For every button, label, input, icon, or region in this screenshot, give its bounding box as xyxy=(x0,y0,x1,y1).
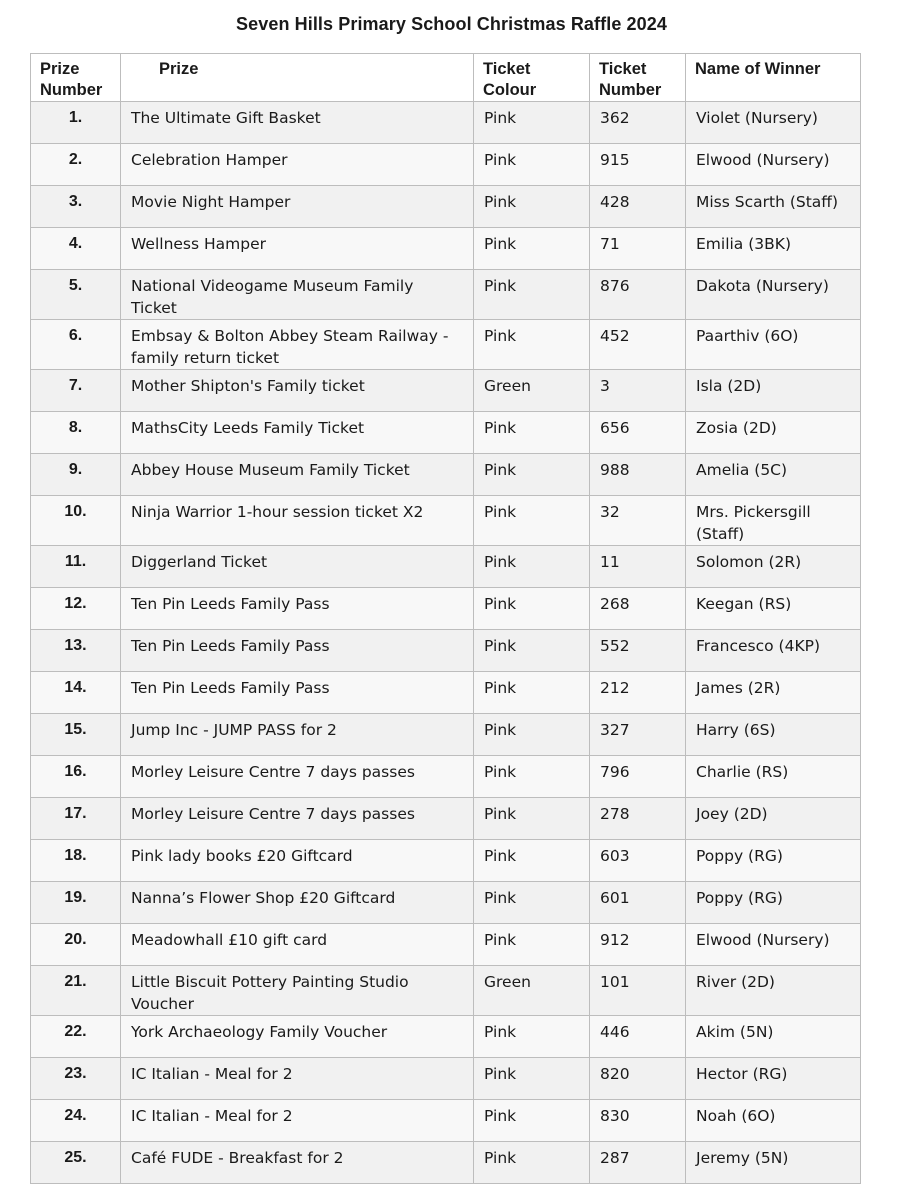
ticket-colour: Pink xyxy=(474,840,590,882)
ticket-number: 601 xyxy=(590,882,686,924)
ticket-number: 101 xyxy=(590,966,686,1016)
ticket-number: 656 xyxy=(590,412,686,454)
ticket-colour: Pink xyxy=(474,924,590,966)
header-prize-number: Prize Number xyxy=(31,54,121,102)
winner-name: Emilia (3BK) xyxy=(686,228,861,270)
table-row xyxy=(31,1142,861,1184)
ticket-number: 552 xyxy=(590,630,686,672)
ticket-colour: Pink xyxy=(474,588,590,630)
ticket-number: 796 xyxy=(590,756,686,798)
ticket-colour: Pink xyxy=(474,714,590,756)
table-row xyxy=(31,228,861,270)
prize-number: 8. xyxy=(31,412,121,454)
winner-name: Amelia (5C) xyxy=(686,454,861,496)
prize-number: 11. xyxy=(31,546,121,588)
prize-number: 1. xyxy=(31,102,121,144)
prize-name: Ten Pin Leeds Family Pass xyxy=(121,672,474,714)
ticket-colour: Pink xyxy=(474,882,590,924)
prize-name: IC Italian - Meal for 2 xyxy=(121,1058,474,1100)
ticket-colour: Pink xyxy=(474,546,590,588)
ticket-number: 3 xyxy=(590,370,686,412)
ticket-colour: Pink xyxy=(474,756,590,798)
ticket-number: 603 xyxy=(590,840,686,882)
ticket-colour: Pink xyxy=(474,1142,590,1184)
ticket-colour: Green xyxy=(474,370,590,412)
ticket-colour: Pink xyxy=(474,186,590,228)
table-row xyxy=(31,320,861,370)
table-row xyxy=(31,186,861,228)
table-row xyxy=(31,102,861,144)
ticket-colour: Pink xyxy=(474,270,590,320)
winner-name: James (2R) xyxy=(686,672,861,714)
prize-number: 24. xyxy=(31,1100,121,1142)
prize-name: IC Italian - Meal for 2 xyxy=(121,1100,474,1142)
winner-name: Violet (Nursery) xyxy=(686,102,861,144)
prize-number: 14. xyxy=(31,672,121,714)
prize-name: Little Biscuit Pottery Painting Studio Voucher xyxy=(121,966,474,1016)
header-prize: Prize xyxy=(121,54,474,102)
prize-name: National Videogame Museum Family Ticket xyxy=(121,270,474,320)
ticket-number: 876 xyxy=(590,270,686,320)
ticket-colour: Pink xyxy=(474,144,590,186)
ticket-colour: Pink xyxy=(474,320,590,370)
prize-number: 7. xyxy=(31,370,121,412)
ticket-colour: Pink xyxy=(474,672,590,714)
prize-name: Morley Leisure Centre 7 days passes xyxy=(121,798,474,840)
prize-number: 19. xyxy=(31,882,121,924)
ticket-colour: Pink xyxy=(474,798,590,840)
ticket-number: 915 xyxy=(590,144,686,186)
table-row xyxy=(31,966,861,1016)
ticket-number: 830 xyxy=(590,1100,686,1142)
winner-name: Mrs. Pickersgill (Staff) xyxy=(686,496,861,546)
prize-name: Diggerland Ticket xyxy=(121,546,474,588)
prize-name: Movie Night Hamper xyxy=(121,186,474,228)
winner-name: Miss Scarth (Staff) xyxy=(686,186,861,228)
ticket-number: 287 xyxy=(590,1142,686,1184)
ticket-number: 11 xyxy=(590,546,686,588)
prize-number: 17. xyxy=(31,798,121,840)
winner-name: River (2D) xyxy=(686,966,861,1016)
prize-name: Wellness Hamper xyxy=(121,228,474,270)
prize-name: Café FUDE - Breakfast for 2 xyxy=(121,1142,474,1184)
ticket-number: 452 xyxy=(590,320,686,370)
table-row xyxy=(31,144,861,186)
prize-number: 15. xyxy=(31,714,121,756)
prize-number: 18. xyxy=(31,840,121,882)
ticket-number: 327 xyxy=(590,714,686,756)
table-row xyxy=(31,756,861,798)
winner-name: Poppy (RG) xyxy=(686,840,861,882)
table-row xyxy=(31,1058,861,1100)
prize-name: Abbey House Museum Family Ticket xyxy=(121,454,474,496)
winner-name: Keegan (RS) xyxy=(686,588,861,630)
table-row xyxy=(31,882,861,924)
table-row xyxy=(31,588,861,630)
prize-name: Morley Leisure Centre 7 days passes xyxy=(121,756,474,798)
table-row xyxy=(31,370,861,412)
ticket-number: 912 xyxy=(590,924,686,966)
ticket-colour: Pink xyxy=(474,454,590,496)
prize-number: 6. xyxy=(31,320,121,370)
prize-number: 9. xyxy=(31,454,121,496)
ticket-number: 988 xyxy=(590,454,686,496)
winner-name: Isla (2D) xyxy=(686,370,861,412)
prize-number: 2. xyxy=(31,144,121,186)
winner-name: Harry (6S) xyxy=(686,714,861,756)
ticket-number: 278 xyxy=(590,798,686,840)
ticket-colour: Pink xyxy=(474,1058,590,1100)
table-row xyxy=(31,412,861,454)
winner-name: Noah (6O) xyxy=(686,1100,861,1142)
prize-number: 5. xyxy=(31,270,121,320)
winner-name: Hector (RG) xyxy=(686,1058,861,1100)
ticket-colour: Pink xyxy=(474,1100,590,1142)
ticket-colour: Pink xyxy=(474,102,590,144)
header-row xyxy=(31,54,861,102)
winner-name: Charlie (RS) xyxy=(686,756,861,798)
table-row xyxy=(31,270,861,320)
winner-name: Paarthiv (6O) xyxy=(686,320,861,370)
page-title: Seven Hills Primary School Christmas Raffle 2024 xyxy=(236,14,667,34)
ticket-number: 362 xyxy=(590,102,686,144)
winner-name: Jeremy (5N) xyxy=(686,1142,861,1184)
prize-name: Jump Inc - JUMP PASS for 2 xyxy=(121,714,474,756)
prize-name: Pink lady books £20 Giftcard xyxy=(121,840,474,882)
header-winner: Name of Winner xyxy=(686,54,861,102)
prize-name: Meadowhall £10 gift card xyxy=(121,924,474,966)
prize-name: Ten Pin Leeds Family Pass xyxy=(121,630,474,672)
ticket-number: 820 xyxy=(590,1058,686,1100)
prize-name: MathsCity Leeds Family Ticket xyxy=(121,412,474,454)
prize-number: 22. xyxy=(31,1016,121,1058)
prize-number: 12. xyxy=(31,588,121,630)
ticket-number: 428 xyxy=(590,186,686,228)
prize-name: Nanna’s Flower Shop £20 Giftcard xyxy=(121,882,474,924)
prize-name: Mother Shipton's Family ticket xyxy=(121,370,474,412)
ticket-number: 71 xyxy=(590,228,686,270)
table-row xyxy=(31,840,861,882)
winner-name: Elwood (Nursery) xyxy=(686,924,861,966)
prize-number: 20. xyxy=(31,924,121,966)
ticket-number: 32 xyxy=(590,496,686,546)
ticket-colour: Pink xyxy=(474,1016,590,1058)
ticket-colour: Pink xyxy=(474,412,590,454)
table-row xyxy=(31,630,861,672)
winner-name: Dakota (Nursery) xyxy=(686,270,861,320)
ticket-number: 212 xyxy=(590,672,686,714)
ticket-colour: Pink xyxy=(474,496,590,546)
prize-number: 16. xyxy=(31,756,121,798)
prize-name: Embsay & Bolton Abbey Steam Railway - family return ticket xyxy=(121,320,474,370)
ticket-number: 268 xyxy=(590,588,686,630)
table-row xyxy=(31,454,861,496)
prize-name: Celebration Hamper xyxy=(121,144,474,186)
ticket-colour: Green xyxy=(474,966,590,1016)
winner-name: Francesco (4KP) xyxy=(686,630,861,672)
winner-name: Zosia (2D) xyxy=(686,412,861,454)
prize-name: York Archaeology Family Voucher xyxy=(121,1016,474,1058)
prize-number: 23. xyxy=(31,1058,121,1100)
header-ticket-colour: Ticket Colour xyxy=(474,54,590,102)
prize-number: 4. xyxy=(31,228,121,270)
raffle-table xyxy=(30,53,861,1184)
winner-name: Joey (2D) xyxy=(686,798,861,840)
table-row xyxy=(31,496,861,546)
table-row xyxy=(31,798,861,840)
prize-number: 10. xyxy=(31,496,121,546)
winner-name: Elwood (Nursery) xyxy=(686,144,861,186)
winner-name: Poppy (RG) xyxy=(686,882,861,924)
ticket-colour: Pink xyxy=(474,630,590,672)
prize-name: Ten Pin Leeds Family Pass xyxy=(121,588,474,630)
prize-number: 25. xyxy=(31,1142,121,1184)
ticket-colour: Pink xyxy=(474,228,590,270)
winner-name: Akim (5N) xyxy=(686,1016,861,1058)
prize-name: Ninja Warrior 1-hour session ticket X2 xyxy=(121,496,474,546)
winner-name: Solomon (2R) xyxy=(686,546,861,588)
prize-number: 3. xyxy=(31,186,121,228)
table-row xyxy=(31,714,861,756)
table-row xyxy=(31,924,861,966)
table-row xyxy=(31,546,861,588)
table-row xyxy=(31,672,861,714)
header-ticket-number: Ticket Number xyxy=(590,54,686,102)
table-row xyxy=(31,1100,861,1142)
table-row xyxy=(31,1016,861,1058)
prize-name: The Ultimate Gift Basket xyxy=(121,102,474,144)
prize-number: 13. xyxy=(31,630,121,672)
ticket-number: 446 xyxy=(590,1016,686,1058)
prize-number: 21. xyxy=(31,966,121,1016)
